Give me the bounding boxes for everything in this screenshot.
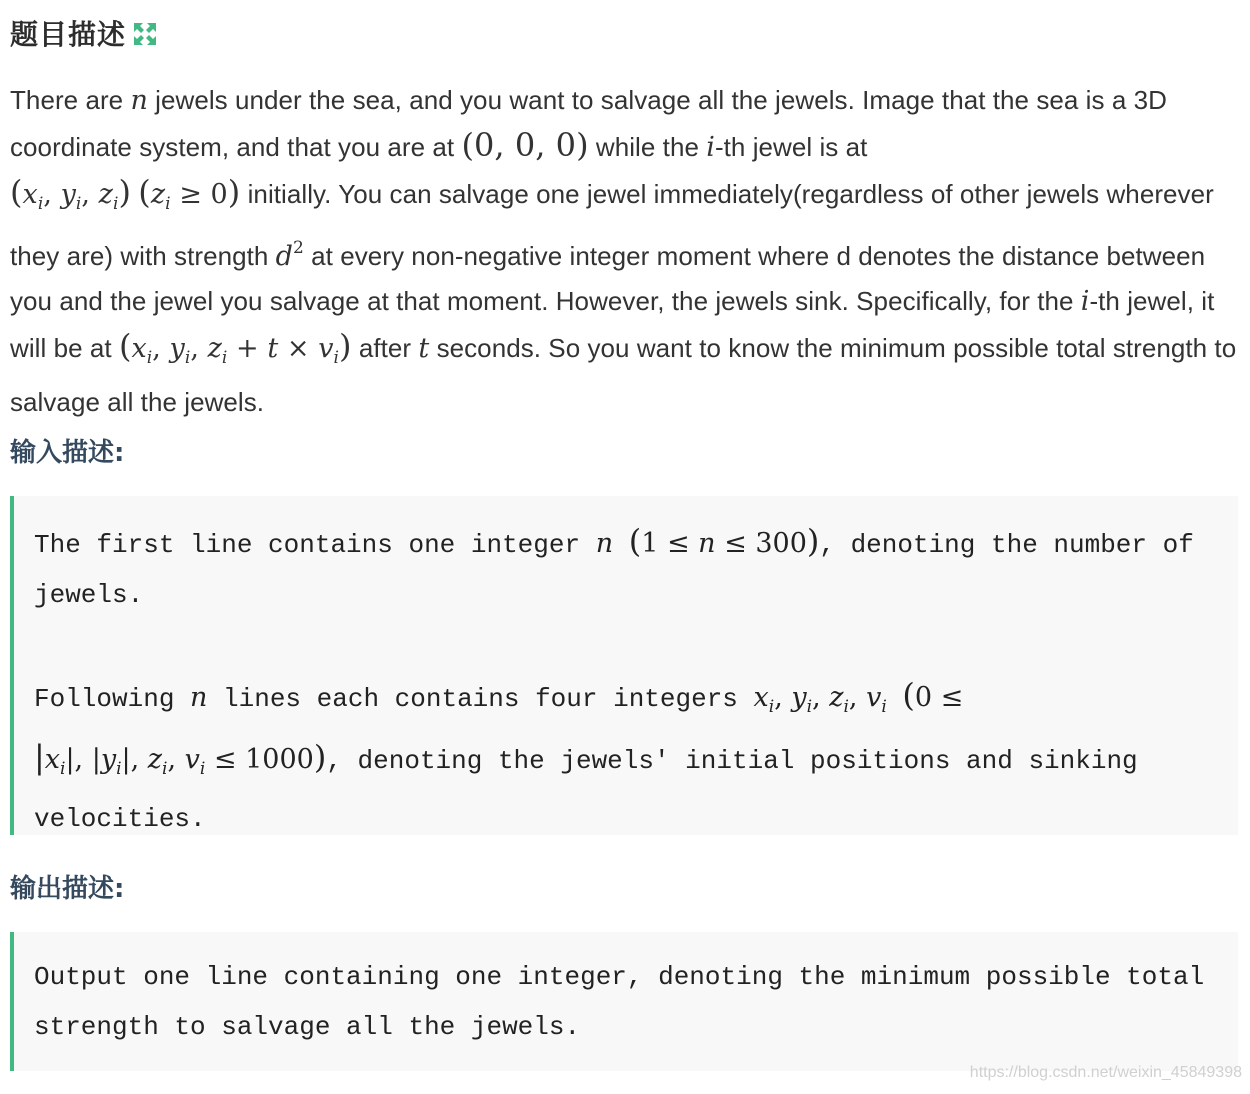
math-subscript: i [768, 697, 775, 717]
math-subscript: i [165, 194, 171, 214]
math-bound: 1 ≤ [641, 528, 699, 559]
desc-text: -th jewel, it will be at [10, 286, 1215, 363]
math-subscript: i [843, 697, 849, 717]
math-subscript: i [116, 759, 122, 779]
math-subscript: i [146, 348, 153, 368]
math-y: y [791, 682, 807, 713]
math-subscript: i [806, 697, 813, 717]
desc-text: There are [10, 85, 131, 115]
math-superscript: 2 [293, 238, 304, 258]
math-comma: , [812, 682, 830, 713]
math-z: z [829, 682, 844, 713]
math-paren: ) [313, 738, 327, 776]
math-subscript: i [37, 194, 44, 214]
math-paren: ) [339, 327, 352, 365]
math-bound: ≤ 1000 [205, 744, 314, 775]
desc-text: at every non-negative integer moment where d denotes the distance between you and the jewel you salvage at that moment. However, the jewels sink. Specifically, for the [10, 241, 1206, 316]
math-n: n [698, 528, 716, 559]
desc-text: after [351, 333, 419, 363]
math-comma: , [43, 179, 61, 210]
math-paren: ( [138, 173, 151, 211]
output-section-heading [10, 868, 124, 905]
math-comma: , [848, 682, 867, 713]
math-comma: , [774, 682, 792, 713]
output-description-block [10, 932, 1238, 1071]
math-abs: |, | [65, 744, 101, 775]
math-paren: ) [118, 173, 131, 211]
math-subscript: i [75, 194, 82, 214]
math-t: t [267, 333, 279, 364]
problem-description [10, 78, 1238, 424]
desc-text: while the [588, 132, 707, 162]
input-text: Following [34, 684, 191, 714]
math-n: n [130, 85, 148, 116]
input-description-block [10, 496, 1238, 835]
input-section-heading [10, 432, 124, 469]
math-t: t [418, 333, 430, 364]
math-y: y [100, 744, 117, 775]
expand-arrows-icon-graphic [132, 21, 158, 47]
problem-page [10, 0, 1238, 1042]
math-subscript: i [60, 759, 66, 779]
math-comma: , [167, 744, 185, 775]
input-text: lines each contains four integers [207, 684, 754, 714]
desc-text: jewels under the sea, and you want to salvage all the jewels. Image that the sea is a 3D coordinate system, and that you are at [10, 85, 1167, 162]
watermark: https://blog.csdn.net/weixin_45849398 [969, 1064, 1242, 1081]
math-times: × [278, 333, 319, 364]
math-condition: ≥ 0 [170, 179, 228, 210]
page-title: 题目描述 [10, 18, 127, 51]
math-subscript: i [112, 194, 119, 214]
math-bound: 0 ≤ [914, 682, 964, 713]
math-v: v [184, 744, 200, 775]
math-i: i [706, 132, 715, 163]
math-subscript: i [881, 697, 887, 717]
math-comma: , [81, 179, 99, 210]
math-plus: + [227, 333, 268, 364]
output-line-1: Output one line containing one integer, denoting the minimum possible total strength to salvage all the jewels. [34, 962, 1205, 1042]
input-line-2 [34, 670, 1238, 844]
math-paren: ) [227, 173, 241, 211]
desc-text: -th jewel is at [714, 132, 868, 162]
math-v: v [866, 682, 882, 713]
math-comma: , [152, 333, 170, 364]
math-y: y [60, 179, 76, 210]
math-x: x [753, 682, 769, 713]
math-subscript: i [221, 348, 228, 368]
math-paren: ( [10, 173, 23, 211]
input-line-1 [34, 516, 1238, 620]
math-y: y [169, 333, 185, 364]
math-x: x [44, 744, 61, 775]
input-title: 输入描述: [10, 438, 125, 468]
math-abs: |, [121, 744, 148, 775]
desc-text: initially. You can salvage one jewel immediately(regardless of other jewels wherever they are) with strength [10, 179, 1214, 271]
math-paren: ( [902, 676, 915, 714]
math-z: z [147, 744, 163, 775]
paragraph-gap [34, 620, 1238, 670]
math-origin: (0, 0, 0) [461, 126, 589, 164]
math-n: n [190, 682, 208, 713]
math-subscript: i [333, 348, 340, 368]
math-abs: | [34, 738, 45, 776]
math-z: z [98, 179, 113, 210]
output-title: 输出描述: [10, 874, 125, 904]
desc-text: seconds. So you want to know the minimum possible total strength to salvage all the jewels. [10, 333, 1237, 417]
math-n: n [595, 528, 614, 559]
math-x: x [22, 179, 38, 210]
input-text: The first line contains one integer [34, 530, 596, 560]
title-row [10, 0, 1238, 66]
math-subscript: i [199, 759, 206, 779]
math-bound: ≤ 300 [715, 528, 807, 559]
input-text: , denoting the jewels' initial positions and sinking velocities. [34, 746, 1138, 834]
math-subscript: i [184, 348, 191, 368]
math-comma: , [190, 333, 208, 364]
math-i: i [1080, 286, 1090, 317]
math-paren: ) [806, 522, 820, 560]
math-d: d [275, 241, 293, 272]
math-v: v [318, 333, 334, 364]
math-x: x [131, 333, 147, 364]
input-text: , denoting the number of jewels. [34, 530, 1194, 610]
math-z: z [207, 333, 222, 364]
math-subscript: i [162, 759, 168, 779]
expand-arrows-icon[interactable] [132, 21, 158, 47]
math-paren: ( [118, 327, 132, 365]
math-z: z [150, 179, 166, 210]
math-paren: ( [628, 522, 642, 560]
